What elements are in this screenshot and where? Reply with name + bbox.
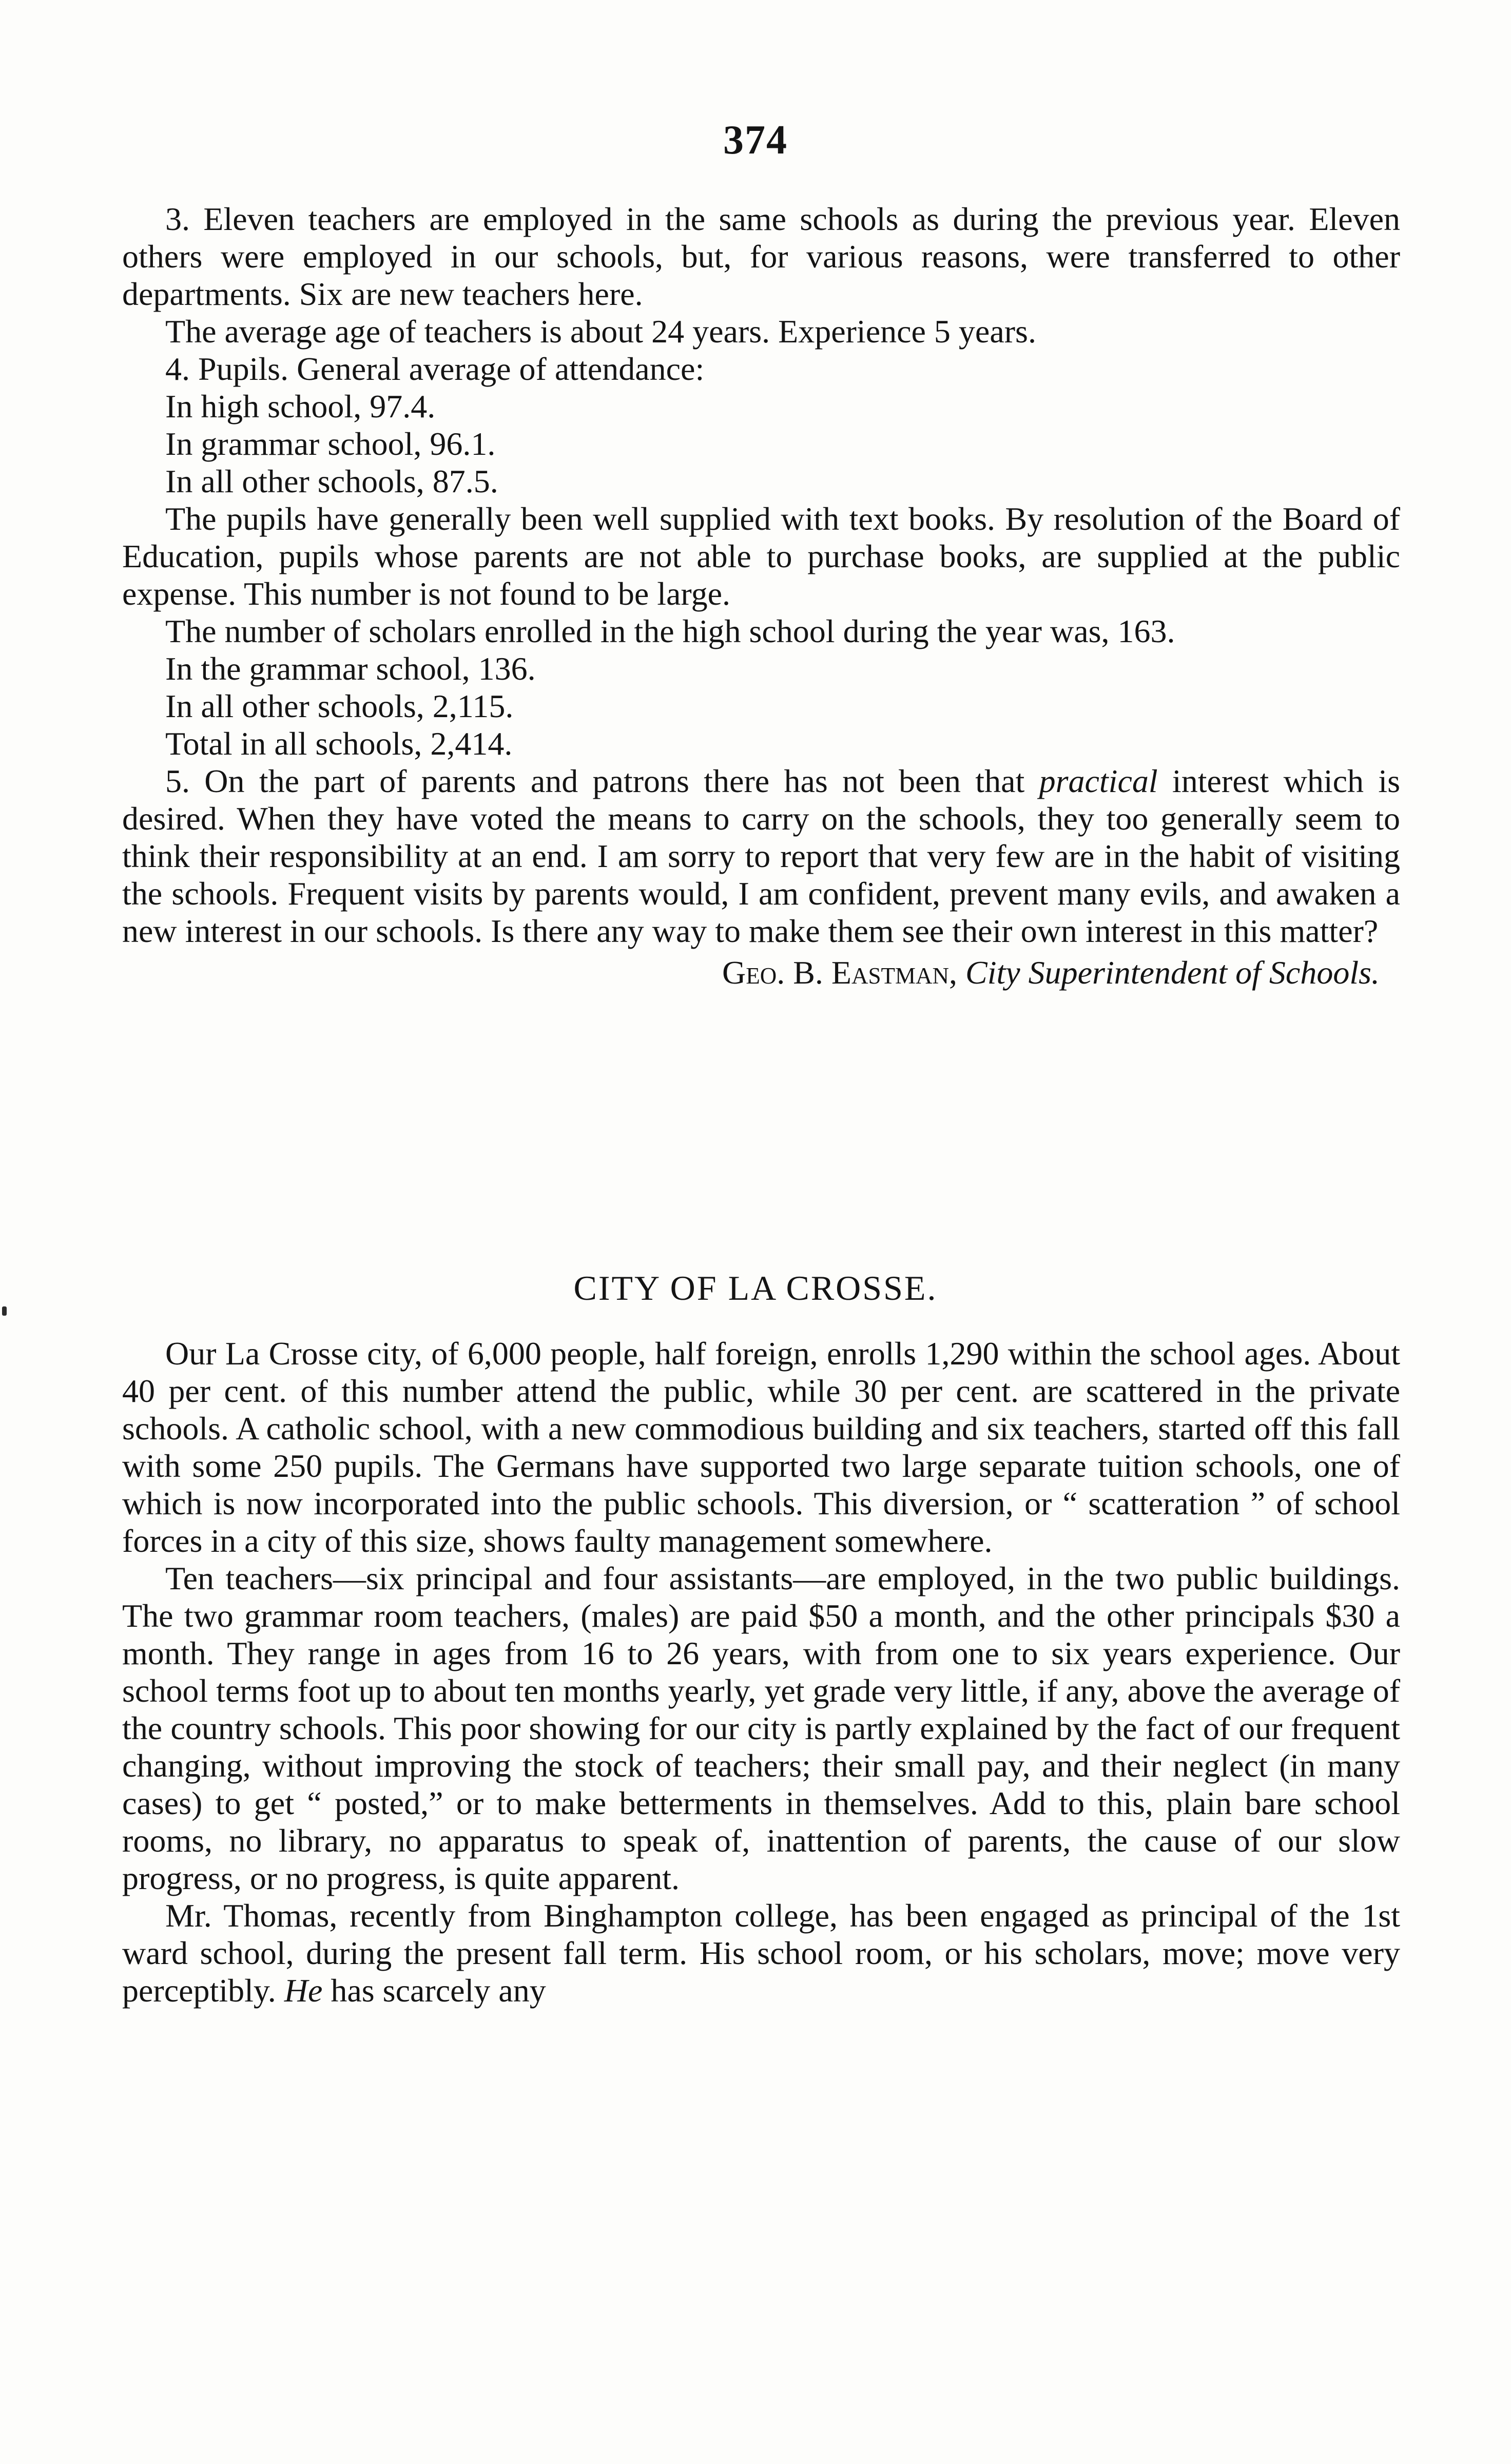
la-crosse-section (122, 1335, 1400, 2009)
signature-name: Geo. B. Eastman, (722, 954, 957, 991)
section-heading: CITY OF LA CROSSE. (573, 1268, 938, 1307)
la-crosse-paragraph-2: Ten teachers—six principal and four assistants—are employed, in the two public buildings. The two grammar room teachers, (males) are paid $50 a month, and the other principals $30 a month. They range in ages from 16 to 26 years, with from one to six years experience. Our school terms foot up to about ten months yearly, yet grade very little, if any, above the average of the country schools. This poor showing for our city is partly explained by the fact of our frequent changing, without improving the stock of teachers; their small pay, and their neglect (in many cases) to get “ posted,” or to make betterments in themselves. Add to this, plain bare school rooms, no library, no apparatus to speak of, inattention of parents, the cause of our slow progress, or no progress, is quite apparent. (122, 1560, 1400, 1896)
enrolled-paragraph: The number of scholars enrolled in the high school during the year was, 163. (165, 613, 1175, 649)
paragraph-3-text-start: Mr. Thomas, recently from Binghampton college, has been engaged as principal of the 1st ward school, during the present fall term. His school room, or his scholars, move; move very perceptibly. (122, 1897, 1400, 2009)
la-crosse-paragraph-1: Our La Crosse city, of 6,000 people, half foreign, enrolls 1,290 within the school ages. About 40 per cent. of this number attend the public, while 30 per cent. are scattered in the private schools. A catholic school, with a new commodious building and six teachers, started off this fall with some 250 pupils. The Germans have supported two large separate tuition schools, one of which is now incorporated into the public schools. This diversion, or “ scatteration ” of school forces in a city of this size, shows faulty management somewhere. (122, 1335, 1400, 1559)
attendance-line: In grammar school, 96.1. (165, 426, 496, 462)
signature-line (122, 954, 1400, 991)
item-5-text-end: interest which is desired. When they have voted the means to carry on the schools, they too generally seem to think their responsibility at an end. I am sorry to report that very few are in the habit of visiting the schools. Frequent visits by parents would, I am confident, prevent many evils, and awaken a new interest in our schools. Is there any way to make them see their own interest in this matter? (122, 763, 1401, 949)
teacher-age-paragraph: The average age of teachers is about 24 years. Experience 5 years. (165, 313, 1036, 350)
enrollment-line: In the grammar school, 136. (165, 650, 536, 687)
attendance-line: In all other schools, 87.5. (165, 463, 498, 499)
item-5-paragraph (122, 762, 1400, 950)
text-books-paragraph: The pupils have generally been well supplied with text books. By resolution of the Board of Education, pupils whose parents are not able to purchase books, are supplied at the public expense. This number is not found to be large. (122, 500, 1400, 612)
report-section (122, 200, 1400, 991)
paragraph-3-text-end: has scarcely any (322, 1972, 546, 2009)
enrollment-line: Total in all schools, 2,414. (165, 725, 513, 762)
item-5-emphasis: practical (1039, 763, 1158, 799)
signature-title: City Superintendent of Schools. (965, 954, 1380, 991)
page-number: 374 (723, 118, 788, 163)
la-crosse-paragraph-3 (122, 1897, 1400, 2009)
enrollment-line: In all other schools, 2,115. (165, 688, 514, 724)
item-4-heading: 4. Pupils. General average of attendance: (165, 351, 705, 387)
paragraph-3-emphasis: He (284, 1972, 323, 2009)
attendance-line: In high school, 97.4. (165, 388, 436, 425)
item-3-paragraph: 3. Eleven teachers are employed in the same schools as during the previous year. Eleven others were employed in our schools, but, for various reasons, were transferred to other departments. Six are new teachers here. (122, 201, 1400, 312)
item-5-text-start: 5. On the part of parents and patrons there has not been that (165, 763, 1039, 799)
